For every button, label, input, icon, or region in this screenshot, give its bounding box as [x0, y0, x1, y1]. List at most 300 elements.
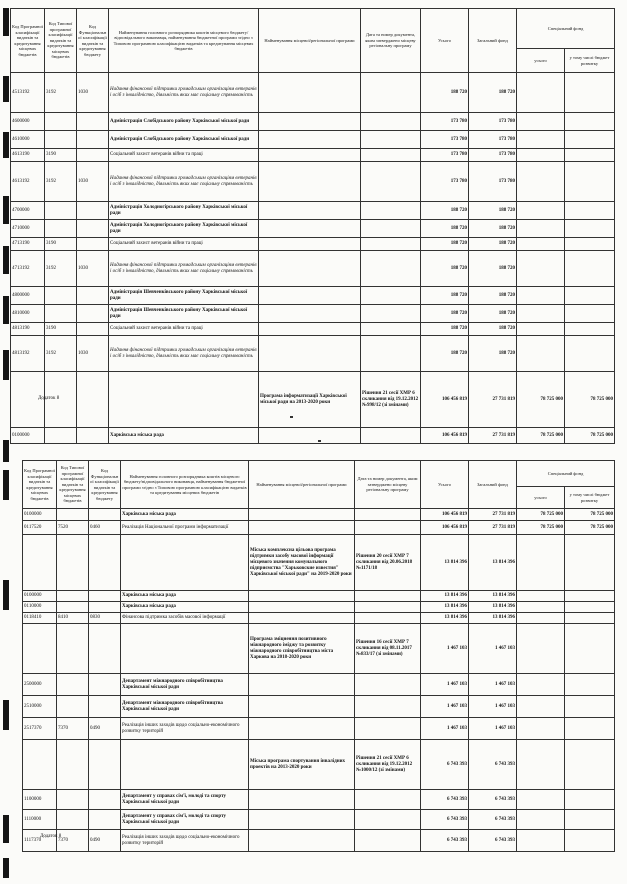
- manager-name-cell: Соціальний захист ветеранів війни та праці: [109, 149, 259, 162]
- development-budget-amount-cell: [565, 810, 615, 830]
- development-budget-amount-cell: 78 725 000: [565, 509, 615, 521]
- typical-code-cell: [57, 624, 89, 674]
- special-fund-amount-cell: 78 725 000: [517, 509, 565, 521]
- typical-code-cell: 3190: [45, 323, 77, 336]
- header-functional-code: Код Функціональної класифікації видатків та кредитування бюджету: [89, 461, 121, 509]
- special-fund-amount-cell: [517, 591, 565, 602]
- program-code-cell: 0117520: [23, 521, 57, 535]
- manager-name-cell: Фінансова підтримка засобів масової інформації: [121, 613, 249, 624]
- table-row: [23, 696, 615, 718]
- development-budget-amount-cell: [565, 202, 615, 220]
- local-program-cell: Міська програма спортування інвалідних проектів на 2013-2020 роки: [249, 740, 355, 790]
- local-program-cell: [259, 251, 361, 287]
- approval-doc-cell: Рішення 20 сесії ХМР 7 скликання від 20.06.2018 №1171/18: [355, 535, 421, 591]
- development-budget-amount-cell: [565, 740, 615, 790]
- total-amount-cell: 106 456 819: [421, 428, 469, 444]
- program-code-cell: 4700000: [11, 202, 45, 220]
- program-code-cell: 0118410: [23, 613, 57, 624]
- table-row: [11, 251, 615, 287]
- local-program-cell: Програма інформатизації Харківської міської ради на 2013-2020 роки: [259, 372, 361, 428]
- development-budget-amount-cell: [565, 602, 615, 613]
- table-row: [11, 305, 615, 323]
- special-fund-amount-cell: [517, 131, 565, 149]
- approval-doc-cell: [361, 323, 421, 336]
- program-code-cell: 4713190: [11, 238, 45, 251]
- total-amount-cell: 6 743 393: [421, 740, 469, 790]
- approval-doc-cell: [361, 162, 421, 202]
- program-code-cell: 4610000: [11, 131, 45, 149]
- total-amount-cell: 1 467 103: [421, 696, 469, 718]
- appendix-label-1: Додаток 8: [38, 396, 60, 401]
- general-fund-amount-cell: 173 780: [469, 149, 517, 162]
- table-row: [11, 162, 615, 202]
- functional-code-cell: 0830: [89, 613, 121, 624]
- total-amount-cell: 106 456 819: [421, 372, 469, 428]
- typical-code-cell: [45, 113, 77, 131]
- typical-code-cell: 3192: [45, 73, 77, 113]
- program-code-cell: 4600000: [11, 113, 45, 131]
- header-special-fund: Спеціальний фонд: [517, 9, 615, 49]
- approval-doc-cell: [361, 305, 421, 323]
- manager-name-cell: Департамент у справах сім'ї, молоді та спорту Харківської міської ради: [121, 810, 249, 830]
- general-fund-amount-cell: 27 731 819: [469, 428, 517, 444]
- typical-code-cell: [45, 428, 77, 444]
- general-fund-amount-cell: 188 720: [469, 202, 517, 220]
- header-development-budget: у тому числі бюджет розвитку: [565, 487, 615, 509]
- header-local-program: Найменування місцевої/регіональної програми: [259, 9, 361, 73]
- manager-name-cell: Адміністрація Шевченківського району Харківської міської ради: [109, 287, 259, 305]
- general-fund-amount-cell: 188 720: [469, 305, 517, 323]
- approval-doc-cell: [355, 521, 421, 535]
- general-fund-amount-cell: 188 720: [469, 73, 517, 113]
- total-amount-cell: 188 720: [421, 73, 469, 113]
- functional-code-cell: [77, 238, 109, 251]
- program-code-cell: 0100000: [23, 591, 57, 602]
- functional-code-cell: [77, 220, 109, 238]
- functional-code-cell: [89, 810, 121, 830]
- program-code-cell: 4713192: [11, 251, 45, 287]
- manager-name-cell: Соціальний захист ветеранів війни та праці: [109, 323, 259, 336]
- approval-doc-cell: Рішення 21 сесії ХМР 6 скликання від 19.12.2012 №1000/12 (зі змінами): [355, 740, 421, 790]
- general-fund-amount-cell: 13 814 396: [469, 591, 517, 602]
- total-amount-cell: 106 456 819: [421, 521, 469, 535]
- program-code-cell: 4813190: [11, 323, 45, 336]
- total-amount-cell: 13 814 396: [421, 602, 469, 613]
- table-row: [23, 790, 615, 810]
- manager-name-cell: Департамент у справах сім'ї, молоді та спорту Харківської міської ради: [121, 790, 249, 810]
- typical-code-cell: 7520: [57, 521, 89, 535]
- approval-doc-cell: [361, 131, 421, 149]
- development-budget-amount-cell: [565, 131, 615, 149]
- manager-name-cell: Надання фінансової підтримки громадським організаціям ветеранів і осіб з інвалідністю, діяльність яких має соціальну спрямованість: [109, 336, 259, 372]
- header-local-program: Найменування місцевої/регіональної програми: [249, 461, 355, 509]
- functional-code-cell: [77, 113, 109, 131]
- table-row: [11, 73, 615, 113]
- general-fund-amount-cell: 13 814 396: [469, 535, 517, 591]
- special-fund-amount-cell: [517, 535, 565, 591]
- general-fund-amount-cell: 188 720: [469, 220, 517, 238]
- program-code-cell: 1110000: [23, 810, 57, 830]
- program-code-cell: 4813192: [11, 336, 45, 372]
- total-amount-cell: 1 467 103: [421, 674, 469, 696]
- header-general-fund: Загальний фонд: [469, 9, 517, 73]
- development-budget-amount-cell: 78 725 000: [565, 372, 615, 428]
- total-amount-cell: 1 467 103: [421, 624, 469, 674]
- special-fund-amount-cell: [517, 740, 565, 790]
- table-row: [11, 336, 615, 372]
- header-general-fund: Загальний фонд: [469, 461, 517, 509]
- program-code-cell: 4613192: [11, 162, 45, 202]
- total-amount-cell: 173 780: [421, 131, 469, 149]
- special-fund-amount-cell: [517, 162, 565, 202]
- functional-code-cell: 0460: [89, 521, 121, 535]
- program-code-cell: 1117370: [23, 830, 57, 852]
- special-fund-amount-cell: [517, 113, 565, 131]
- approval-doc-cell: [361, 251, 421, 287]
- manager-name-cell: [121, 740, 249, 790]
- total-amount-cell: 173 780: [421, 149, 469, 162]
- manager-name-cell: Департамент міжнародного співробітництва Харківської міської ради: [121, 696, 249, 718]
- development-budget-amount-cell: [565, 591, 615, 602]
- header-typical-code: Код Типової програмної класифікації видатків та кредитування місцевих бюджетів: [57, 461, 89, 509]
- functional-code-cell: 0490: [89, 718, 121, 740]
- development-budget-amount-cell: [565, 336, 615, 372]
- functional-code-cell: [89, 696, 121, 718]
- approval-doc-cell: [355, 613, 421, 624]
- table-2-body: [23, 509, 615, 852]
- total-amount-cell: 6 743 393: [421, 830, 469, 852]
- local-program-cell: [259, 131, 361, 149]
- approval-doc-cell: [355, 509, 421, 521]
- development-budget-amount-cell: [565, 613, 615, 624]
- special-fund-amount-cell: [517, 238, 565, 251]
- special-fund-amount-cell: [517, 718, 565, 740]
- special-fund-amount-cell: [517, 323, 565, 336]
- table-row: [11, 220, 615, 238]
- functional-code-cell: 1030: [77, 162, 109, 202]
- development-budget-amount-cell: [565, 535, 615, 591]
- typical-code-cell: [57, 696, 89, 718]
- general-fund-amount-cell: 6 743 393: [469, 790, 517, 810]
- manager-name-cell: Адміністрація Холодногірського району Харківської міської ради: [109, 220, 259, 238]
- general-fund-amount-cell: 188 720: [469, 336, 517, 372]
- special-fund-amount-cell: [517, 602, 565, 613]
- development-budget-amount-cell: [565, 323, 615, 336]
- local-program-cell: Міська комплексна цільова програма підтримки засобу масової інформації місцевого значення комунального підприємства "Харьковские известия" Харківської міської ради" на 2019-2020 роки: [249, 535, 355, 591]
- special-fund-amount-cell: [517, 790, 565, 810]
- table-header-row: [11, 9, 615, 49]
- table-row: [23, 740, 615, 790]
- total-amount-cell: 6 743 393: [421, 790, 469, 810]
- functional-code-cell: [89, 674, 121, 696]
- table-row: [23, 674, 615, 696]
- development-budget-amount-cell: [565, 624, 615, 674]
- total-amount-cell: 188 720: [421, 336, 469, 372]
- header-typical-code: Код Типової програмної класифікації видатків та кредитування місцевих бюджетів: [45, 9, 77, 73]
- program-table-1: [10, 8, 615, 444]
- program-code-cell: [23, 624, 57, 674]
- header-approval-doc: Дата та номер документа, яким затверджено місцеву регіональну програму: [355, 461, 421, 509]
- approval-doc-cell: [355, 696, 421, 718]
- general-fund-amount-cell: 173 780: [469, 162, 517, 202]
- table-row: [23, 591, 615, 602]
- special-fund-amount-cell: [517, 220, 565, 238]
- header-development-budget: у тому числі бюджет розвитку: [565, 49, 615, 73]
- manager-name-cell: Адміністрація Холодногірського району Харківської міської ради: [109, 202, 259, 220]
- functional-code-cell: [89, 509, 121, 521]
- total-amount-cell: 106 456 819: [421, 509, 469, 521]
- special-fund-amount-cell: [517, 830, 565, 852]
- program-code-cell: 4710000: [11, 220, 45, 238]
- manager-name-cell: Реалізація Національної програми інформатизації: [121, 521, 249, 535]
- typical-code-cell: [57, 674, 89, 696]
- total-amount-cell: 188 720: [421, 305, 469, 323]
- local-program-cell: [249, 602, 355, 613]
- local-program-cell: [259, 149, 361, 162]
- general-fund-amount-cell: 1 467 103: [469, 696, 517, 718]
- manager-name-cell: Харківська міська рада: [121, 602, 249, 613]
- development-budget-amount-cell: [565, 162, 615, 202]
- functional-code-cell: [89, 591, 121, 602]
- general-fund-amount-cell: 188 720: [469, 238, 517, 251]
- table-row: [23, 810, 615, 830]
- general-fund-amount-cell: 13 814 396: [469, 613, 517, 624]
- functional-code-cell: 1030: [77, 73, 109, 113]
- functional-code-cell: [77, 287, 109, 305]
- approval-doc-cell: [355, 591, 421, 602]
- functional-code-cell: [77, 149, 109, 162]
- approval-doc-cell: [361, 202, 421, 220]
- local-program-cell: [259, 202, 361, 220]
- program-code-cell: [23, 535, 57, 591]
- typical-code-cell: [45, 305, 77, 323]
- typical-code-cell: 3192: [45, 336, 77, 372]
- local-program-cell: [249, 674, 355, 696]
- manager-name-cell: Адміністрація Слобідського району Харківської міської ради: [109, 131, 259, 149]
- local-program-cell: [249, 509, 355, 521]
- development-budget-amount-cell: [565, 718, 615, 740]
- special-fund-amount-cell: 78 725 000: [517, 521, 565, 535]
- program-code-cell: 4613190: [11, 149, 45, 162]
- manager-name-cell: Харківська міська рада: [121, 591, 249, 602]
- functional-code-cell: [89, 602, 121, 613]
- approval-doc-cell: Рішення 16 сесії ХМР 7 скликання від 08.11.2017 №833/17 (зі змінами): [355, 624, 421, 674]
- typical-code-cell: [45, 287, 77, 305]
- typical-code-cell: [57, 602, 89, 613]
- table-row: [11, 428, 615, 444]
- special-fund-amount-cell: [517, 287, 565, 305]
- table-header-row: [23, 461, 615, 487]
- manager-name-cell: Адміністрація Слобідського району Харківської міської ради: [109, 113, 259, 131]
- header-total: Усього: [421, 9, 469, 73]
- typical-code-cell: 7370: [57, 718, 89, 740]
- special-fund-amount-cell: [517, 305, 565, 323]
- development-budget-amount-cell: 78 725 000: [565, 521, 615, 535]
- local-program-cell: Програма зміцнення позитивного міжнародного іміджу та розвитку міжнародного співробітництва міста Харкова на 2018-2020 роки: [249, 624, 355, 674]
- header-total: Усього: [421, 461, 469, 509]
- development-budget-amount-cell: [565, 113, 615, 131]
- functional-code-cell: [89, 790, 121, 810]
- special-fund-amount-cell: 78 725 000: [517, 372, 565, 428]
- approval-doc-cell: [355, 718, 421, 740]
- local-program-cell: [259, 305, 361, 323]
- total-amount-cell: 188 720: [421, 287, 469, 305]
- typical-code-cell: [57, 591, 89, 602]
- local-program-cell: [249, 696, 355, 718]
- program-table-2: [22, 460, 615, 852]
- typical-code-cell: [45, 220, 77, 238]
- header-manager-name: Найменування головного розпорядника коштів місцевого бюджету/відповідального виконавця, найменування бюджетної програми згідно з Типовою програмною класифікацією видатків та кредитування місцевих бюджетів: [109, 9, 259, 73]
- header-special-total: усього: [517, 49, 565, 73]
- approval-doc-cell: [361, 113, 421, 131]
- functional-code-cell: [89, 535, 121, 591]
- manager-name-cell: [109, 372, 259, 428]
- program-code-cell: 0100000: [23, 509, 57, 521]
- local-program-cell: [259, 287, 361, 305]
- approval-doc-cell: [361, 428, 421, 444]
- table-row: [23, 830, 615, 852]
- manager-name-cell: Адміністрація Шевченківського району Харківської міської ради: [109, 305, 259, 323]
- special-fund-amount-cell: [517, 251, 565, 287]
- approval-doc-cell: [361, 149, 421, 162]
- development-budget-amount-cell: [565, 287, 615, 305]
- local-program-cell: [259, 428, 361, 444]
- approval-doc-cell: [361, 336, 421, 372]
- total-amount-cell: 188 720: [421, 323, 469, 336]
- typical-code-cell: 8410: [57, 613, 89, 624]
- manager-name-cell: Реалізація інших заходів щодо соціально-економічного розвитку територій: [121, 718, 249, 740]
- general-fund-amount-cell: 188 720: [469, 251, 517, 287]
- typical-code-cell: [57, 810, 89, 830]
- development-budget-amount-cell: [565, 149, 615, 162]
- total-amount-cell: 188 720: [421, 220, 469, 238]
- general-fund-amount-cell: 6 743 393: [469, 740, 517, 790]
- manager-name-cell: Харківська міська рада: [121, 509, 249, 521]
- functional-code-cell: [77, 323, 109, 336]
- functional-code-cell: [89, 624, 121, 674]
- approval-doc-cell: [361, 73, 421, 113]
- header-program-code: Код Програмної класифікації видатків та кредитування місцевих бюджетів: [23, 461, 57, 509]
- typical-code-cell: [57, 740, 89, 790]
- total-amount-cell: 173 780: [421, 162, 469, 202]
- general-fund-amount-cell: 1 467 103: [469, 674, 517, 696]
- development-budget-amount-cell: [565, 790, 615, 810]
- manager-name-cell: Реалізація інших заходів щодо соціально-економічного розвитку територій: [121, 830, 249, 852]
- general-fund-amount-cell: 173 780: [469, 113, 517, 131]
- general-fund-amount-cell: 188 720: [469, 287, 517, 305]
- functional-code-cell: [89, 740, 121, 790]
- table-row: [11, 202, 615, 220]
- general-fund-amount-cell: 27 731 819: [469, 521, 517, 535]
- development-budget-amount-cell: [565, 696, 615, 718]
- functional-code-cell: 0490: [89, 830, 121, 852]
- appendix-label-2: Додаток 8: [40, 834, 62, 839]
- header-special-total: усього: [517, 487, 565, 509]
- approval-doc-cell: [355, 810, 421, 830]
- typical-code-cell: [57, 535, 89, 591]
- typical-code-cell: 3190: [45, 149, 77, 162]
- total-amount-cell: 13 814 396: [421, 613, 469, 624]
- table-1-body: [11, 73, 615, 444]
- functional-code-cell: 1030: [77, 251, 109, 287]
- special-fund-amount-cell: 78 725 000: [517, 428, 565, 444]
- table-row: [23, 718, 615, 740]
- table-row: [11, 149, 615, 162]
- special-fund-amount-cell: [517, 696, 565, 718]
- general-fund-amount-cell: 188 720: [469, 323, 517, 336]
- total-amount-cell: 6 743 393: [421, 810, 469, 830]
- program-code-cell: [23, 740, 57, 790]
- manager-name-cell: [121, 624, 249, 674]
- approval-doc-cell: [355, 674, 421, 696]
- local-program-cell: [249, 718, 355, 740]
- program-code-cell: 0110000: [23, 602, 57, 613]
- table-row: [23, 602, 615, 613]
- approval-doc-cell: [355, 830, 421, 852]
- local-program-cell: [259, 336, 361, 372]
- total-amount-cell: 188 720: [421, 251, 469, 287]
- special-fund-amount-cell: [517, 624, 565, 674]
- development-budget-amount-cell: 78 725 000: [565, 428, 615, 444]
- typical-code-cell: 3190: [45, 238, 77, 251]
- general-fund-amount-cell: 173 780: [469, 131, 517, 149]
- development-budget-amount-cell: [565, 830, 615, 852]
- general-fund-amount-cell: 6 743 393: [469, 810, 517, 830]
- header-manager-name: Найменування головного розпорядника коштів місцевого бюджету/відповідального виконавця, найменування бюджетної програми згідно з Типовою програмною класифікацією видатків та кредитування місцевих бюджетів: [121, 461, 249, 509]
- manager-name-cell: [121, 535, 249, 591]
- general-fund-amount-cell: 27 731 819: [469, 509, 517, 521]
- functional-code-cell: [77, 428, 109, 444]
- development-budget-amount-cell: [565, 73, 615, 113]
- program-code-cell: 0100000: [11, 428, 45, 444]
- table-row: [23, 509, 615, 521]
- total-amount-cell: 188 720: [421, 202, 469, 220]
- table-row: [11, 131, 615, 149]
- development-budget-amount-cell: [565, 251, 615, 287]
- typical-code-cell: 3192: [45, 251, 77, 287]
- table-row: [11, 323, 615, 336]
- total-amount-cell: 13 814 396: [421, 535, 469, 591]
- program-code-cell: 2517370: [23, 718, 57, 740]
- functional-code-cell: [77, 131, 109, 149]
- local-program-cell: [249, 830, 355, 852]
- special-fund-amount-cell: [517, 674, 565, 696]
- table-row: [11, 287, 615, 305]
- program-code-cell: 4800000: [11, 287, 45, 305]
- approval-doc-cell: [361, 238, 421, 251]
- local-program-cell: [249, 521, 355, 535]
- local-program-cell: [259, 162, 361, 202]
- table-row: [11, 113, 615, 131]
- development-budget-amount-cell: [565, 238, 615, 251]
- general-fund-amount-cell: 27 731 819: [469, 372, 517, 428]
- total-amount-cell: 188 720: [421, 238, 469, 251]
- header-functional-code: Код Функціональної класифікації видатків та кредитування бюджету: [77, 9, 109, 73]
- table-row: [23, 624, 615, 674]
- local-program-cell: [259, 113, 361, 131]
- manager-name-cell: Департамент міжнародного співробітництва Харківської міської ради: [121, 674, 249, 696]
- local-program-cell: [249, 591, 355, 602]
- table-row: [23, 613, 615, 624]
- local-program-cell: [249, 613, 355, 624]
- program-code-cell: 2510000: [23, 696, 57, 718]
- manager-name-cell: Надання фінансової підтримки громадським організаціям ветеранів і осіб з інвалідністю, діяльність яких має соціальну спрямованість: [109, 162, 259, 202]
- special-fund-amount-cell: [517, 613, 565, 624]
- program-code-cell: 1100000: [23, 790, 57, 810]
- manager-name-cell: Соціальний захист ветеранів війни та праці: [109, 238, 259, 251]
- special-fund-amount-cell: [517, 336, 565, 372]
- manager-name-cell: Надання фінансової підтримки громадським організаціям ветеранів і осіб з інвалідністю, діяльність яких має соціальну спрямованість: [109, 73, 259, 113]
